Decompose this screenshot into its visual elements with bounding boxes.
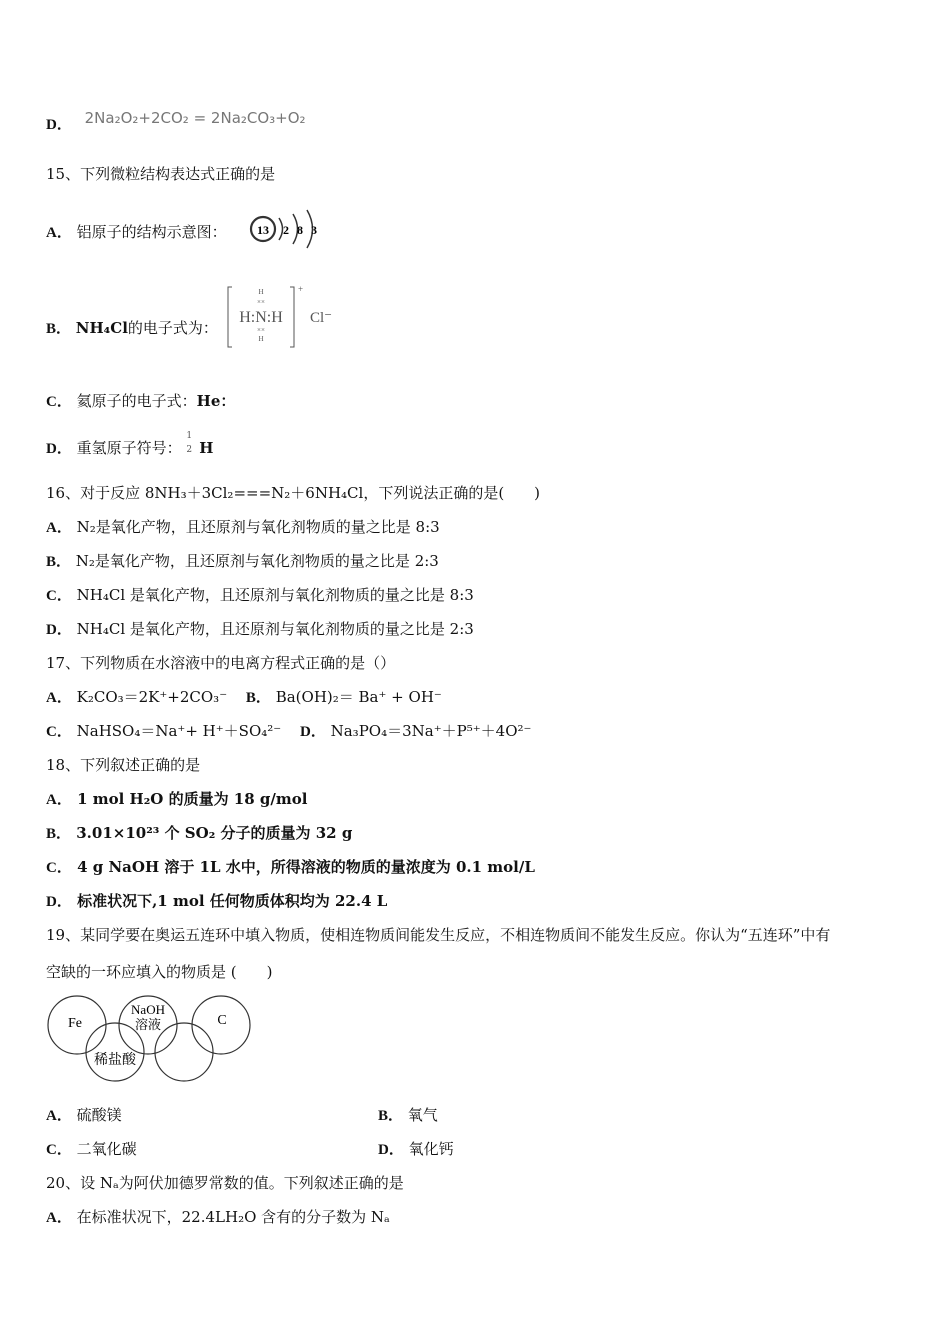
option-text: 铝原子的结构示意图： — [76, 223, 227, 241]
q18-option — [46, 823, 352, 844]
option-text: 的电子式为： — [127, 319, 218, 337]
option-label: A． — [46, 792, 72, 808]
q16-option — [46, 585, 474, 606]
chloride-ion: Cl⁻ — [310, 310, 333, 326]
nuclide-indices — [186, 431, 194, 458]
q19-option-b — [378, 1105, 438, 1126]
mass-number: 1 — [186, 431, 193, 441]
right-bracket — [290, 287, 294, 347]
q14-option-d — [46, 109, 306, 135]
atomic-number: 2 — [186, 445, 193, 455]
option-text: NaHSO₄＝Na⁺+ H⁺＋SO₄²⁻ — [76, 722, 282, 740]
ring-blank — [155, 1023, 213, 1081]
q16-option — [46, 619, 474, 640]
q20-option-a — [46, 1207, 390, 1228]
option-text: 硫酸镁 — [76, 1106, 122, 1124]
q18-option — [46, 857, 535, 878]
ring-label-fe: Fe — [68, 1016, 82, 1031]
option-label: A． — [46, 1210, 72, 1226]
option-text: 氧气 — [407, 1106, 438, 1124]
q18-option — [46, 891, 387, 912]
option-text: 在标准状况下，22.4LH₂O 含有的分子数为 Nₐ — [76, 1208, 390, 1226]
nh4cl-electron-formula — [224, 284, 344, 350]
question-19-stem-line2: 空缺的一环应填入的物质是 ( ) — [46, 963, 273, 981]
q16-option — [46, 517, 440, 538]
option-text: NH₄Cl 是氧化产物，且还原剂与氧化剂物质的量之比是 2:3 — [76, 620, 474, 638]
option-label: C． — [46, 860, 72, 876]
electron-pair: ×× — [257, 298, 265, 306]
option-label: A． — [46, 520, 72, 536]
q19-option-d — [378, 1139, 454, 1160]
aluminum-atom-diagram — [246, 206, 326, 252]
ring-label-c: C — [217, 1013, 227, 1028]
nucleus-charge: 13 — [257, 223, 269, 237]
option-text: 氦原子的电子式： — [76, 392, 197, 410]
option-text: NH₄Cl 是氧化产物，且还原剂与氧化剂物质的量之比是 8:3 — [76, 586, 474, 604]
option-text: K₂CO₃＝2K⁺+2CO₃⁻ — [76, 688, 228, 706]
q15-option-b — [46, 318, 218, 339]
element-symbol: H — [199, 439, 214, 457]
left-bracket — [228, 287, 232, 347]
shell-electrons: 8 — [297, 223, 303, 237]
option-label: D． — [299, 724, 326, 740]
shell-electrons: 3 — [311, 223, 317, 237]
option-label: D． — [378, 1142, 404, 1158]
option-text: 1 mol H₂O 的质量为 18 g/mol — [77, 790, 308, 808]
option-text: 重氢原子符号： — [76, 439, 182, 457]
question-15-stem: 15、下列微粒结构表达式正确的是 — [46, 165, 276, 183]
olympic-rings-diagram — [44, 994, 254, 1086]
option-text: 标准状况下,1 mol 任何物质体积均为 22.4 L — [77, 892, 388, 910]
option-label: B． — [378, 1108, 404, 1124]
option-label: B． — [46, 321, 72, 337]
q19-option-a — [46, 1105, 122, 1126]
electron-pair: ×× — [257, 326, 265, 334]
option-label: D． — [46, 117, 72, 133]
q15-option-d — [46, 431, 214, 459]
option-text: Na₃PO₄＝3Na⁺＋P⁵⁺＋4O²⁻ — [330, 722, 532, 740]
ring-label-naoh: NaOH — [131, 1002, 165, 1017]
q17-options-cd — [46, 721, 531, 742]
option-label: D． — [46, 622, 72, 638]
center-group: H:N:H — [239, 309, 283, 326]
option-label: C． — [46, 588, 72, 604]
bottom-hydrogen: H — [258, 335, 264, 343]
q17-options-ab — [46, 687, 442, 708]
cation-charge: + — [298, 284, 304, 294]
q15-option-a — [46, 222, 227, 243]
option-label: A． — [46, 1108, 72, 1124]
option-text: 4 g NaOH 溶于 1L 水中，所得溶液的物质的量浓度为 0.1 mol/L — [77, 858, 535, 876]
top-hydrogen: H — [258, 288, 264, 296]
question-20-stem: 20、设 Nₐ为阿伏加德罗常数的值。下列叙述正确的是 — [46, 1174, 404, 1192]
option-label: B． — [46, 554, 72, 570]
option-label: C． — [46, 724, 72, 740]
option-text: 二氧化碳 — [76, 1140, 137, 1158]
q18-option — [46, 789, 307, 810]
option-text: Ba(OH)₂＝ Ba⁺ + OH⁻ — [275, 688, 442, 706]
q15-option-c — [46, 391, 235, 412]
formula: NH₄Cl — [75, 319, 128, 337]
option-label: B． — [46, 826, 72, 842]
option-text: N₂是氧化产物，且还原剂与氧化剂物质的量之比是 2:3 — [75, 552, 439, 570]
ring-label-hcl: 稀盐酸 — [94, 1053, 136, 1068]
option-label: C． — [46, 1142, 72, 1158]
q16-option — [46, 551, 439, 572]
option-label: D． — [46, 441, 72, 457]
option-text: 氧化钙 — [408, 1140, 454, 1158]
option-label: C． — [46, 394, 72, 410]
option-text: 3.01×10²³ 个 SO₂ 分子的质量为 32 g — [76, 824, 353, 842]
q19-option-c — [46, 1139, 137, 1160]
ring-label-solution: 溶液 — [134, 1017, 162, 1032]
shell-arc — [279, 218, 283, 240]
option-text: N₂是氧化产物，且还原剂与氧化剂物质的量之比是 8:3 — [76, 518, 440, 536]
formula-image: 2Na₂O₂+2CO₂ = 2Na₂CO₃+O₂ — [84, 109, 306, 127]
option-label: B． — [245, 690, 271, 706]
question-16-stem: 16、对于反应 8NH₃＋3Cl₂===N₂＋6NH₄Cl，下列说法正确的是( ) — [46, 484, 541, 502]
question-19-stem-line1: 19、某同学要在奥运五连环中填入物质，使相连物质间能发生反应，不相连物质间不能发生反应。你认为“五连环”中有 — [46, 926, 831, 944]
option-label: A． — [46, 225, 72, 241]
shell-electrons: 2 — [283, 223, 289, 237]
formula: He： — [196, 392, 236, 410]
question-18-stem: 18、下列叙述正确的是 — [46, 756, 201, 774]
option-label: A． — [46, 690, 72, 706]
option-label: D． — [46, 894, 72, 910]
question-17-stem: 17、下列物质在水溶液中的电离方程式正确的是（） — [46, 654, 396, 672]
